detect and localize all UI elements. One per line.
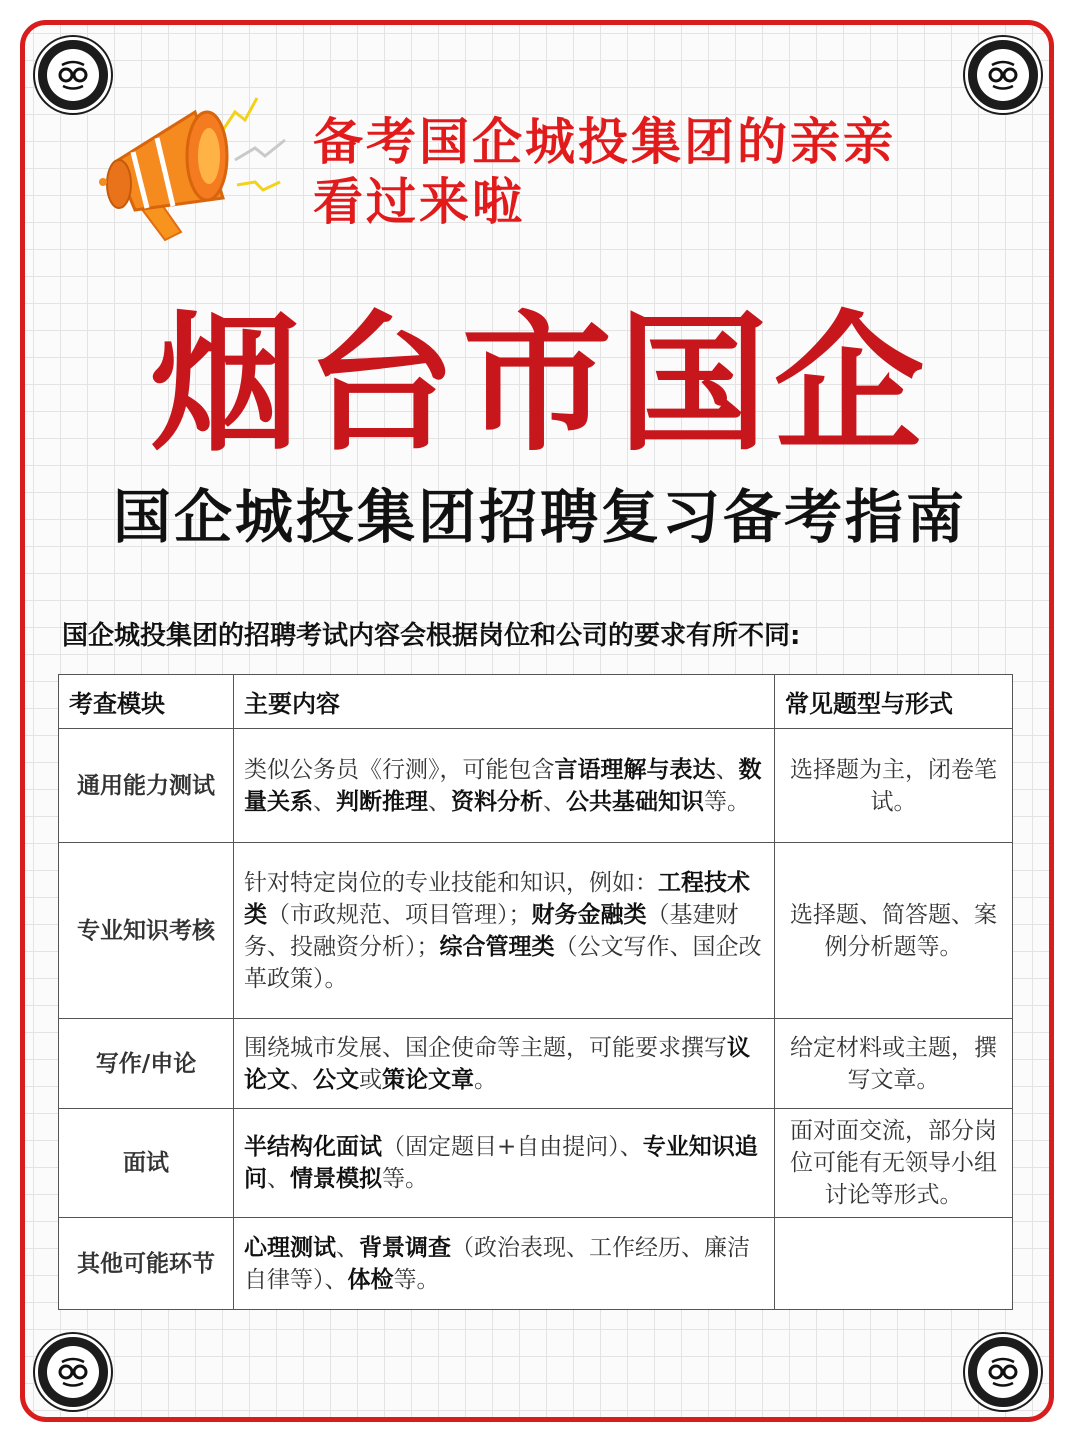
content-text: （政治表现、工作经历、廉洁自律等）、 [244,1234,750,1293]
highlight-text: 判断推理 [336,788,428,815]
content-text: 、 [428,788,451,815]
content-text: （市政规范、项目管理）； [267,901,532,928]
module-cell: 其他可能环节 [59,1218,234,1310]
content-cell [234,1218,775,1310]
form-cell: 面对面交流，部分岗位可能有无领导小组讨论等形式。 [775,1109,1013,1218]
highlight-text: 情景模拟 [290,1166,382,1192]
headline [313,112,1013,232]
content-cell [234,1019,775,1109]
content-text: 等。 [393,1266,440,1293]
highlight-text: 言语理解与表达 [554,756,716,783]
table-row [59,843,1013,1019]
glasses-face-badge-icon [35,1334,111,1410]
highlight-text: 公共基础知识 [566,788,704,815]
highlight-text: 综合管理类 [439,933,555,960]
form-cell: 给定材料或主题，撰写文章。 [775,1019,1013,1109]
content-text: 围绕城市发展、国企使命等主题，可能要求撰写 [244,1034,727,1061]
highlight-text: 资料分析 [451,788,543,815]
table-row [59,1218,1013,1310]
content-text: 、 [715,756,739,783]
form-cell: 选择题为主，闭卷笔试。 [775,729,1013,843]
table-row [59,1109,1013,1218]
table-row [59,729,1013,843]
headline-line-2: 看过来啦 [313,173,525,231]
form-cell: 选择题、简答题、案例分析题等。 [775,843,1013,1019]
header-module: 考查模块 [59,675,234,729]
page-subtitle: 国企城投集团招聘复习备考指南 [112,483,967,551]
highlight-text: 数量关系 [244,756,762,815]
content-cell [234,1109,775,1218]
highlight-text: 公文 [313,1066,359,1093]
table-header-row [59,675,1013,729]
content-cell [234,729,775,843]
content-text: 、 [543,788,566,815]
content-text: 等。 [704,788,750,815]
content-text: 等。 [382,1166,428,1192]
content-text: 、 [313,788,336,815]
content-cell [234,843,775,1019]
header-form: 常见题型与形式 [775,675,1013,729]
glasses-face-badge-icon [965,37,1041,113]
module-cell: 专业知识考核 [59,843,234,1019]
form-cell [775,1218,1013,1310]
headline-line-1: 备考国企城投集团的亲亲 [313,113,896,171]
highlight-text: 财务金融类 [531,901,647,928]
content-text: 、 [336,1234,359,1261]
highlight-text: 半结构化面试 [244,1134,382,1160]
highlight-text: 体检 [347,1266,394,1293]
highlight-text: 策论文章 [382,1066,474,1093]
content-text: 。 [474,1066,497,1093]
module-cell: 写作/申论 [59,1019,234,1109]
highlight-text: 背景调查 [359,1234,451,1261]
content-text: 针对特定岗位的专业技能和知识，例如： [244,869,658,896]
megaphone-icon [95,90,295,260]
content-text: 、 [267,1166,290,1192]
intro-text: 国企城投集团的招聘考试内容会根据岗位和公司的要求有所不同: [62,621,801,651]
content-text: （固定题目+自由提问）、 [382,1134,643,1160]
content-text: （公文写作、国企改革政策）。 [244,933,762,992]
highlight-text: 专业知识追问 [244,1134,758,1192]
content-text: 、 [290,1066,313,1093]
highlight-text: 工程技术类 [244,869,750,928]
highlight-text: 心理测试 [244,1234,336,1261]
page-title: 烟台市国企 [149,298,930,472]
module-cell: 面试 [59,1109,234,1218]
content-text: 或 [359,1066,382,1093]
table-row [59,1019,1013,1109]
content-text: 类似公务员《行测》，可能包含 [244,756,555,783]
exam-guide-table [58,674,1013,1310]
glasses-face-badge-icon [965,1334,1041,1410]
highlight-text: 议论文 [244,1034,750,1093]
header-content: 主要内容 [234,675,775,729]
content-text: （基建财务、投融资分析）； [244,901,739,960]
module-cell: 通用能力测试 [59,729,234,843]
